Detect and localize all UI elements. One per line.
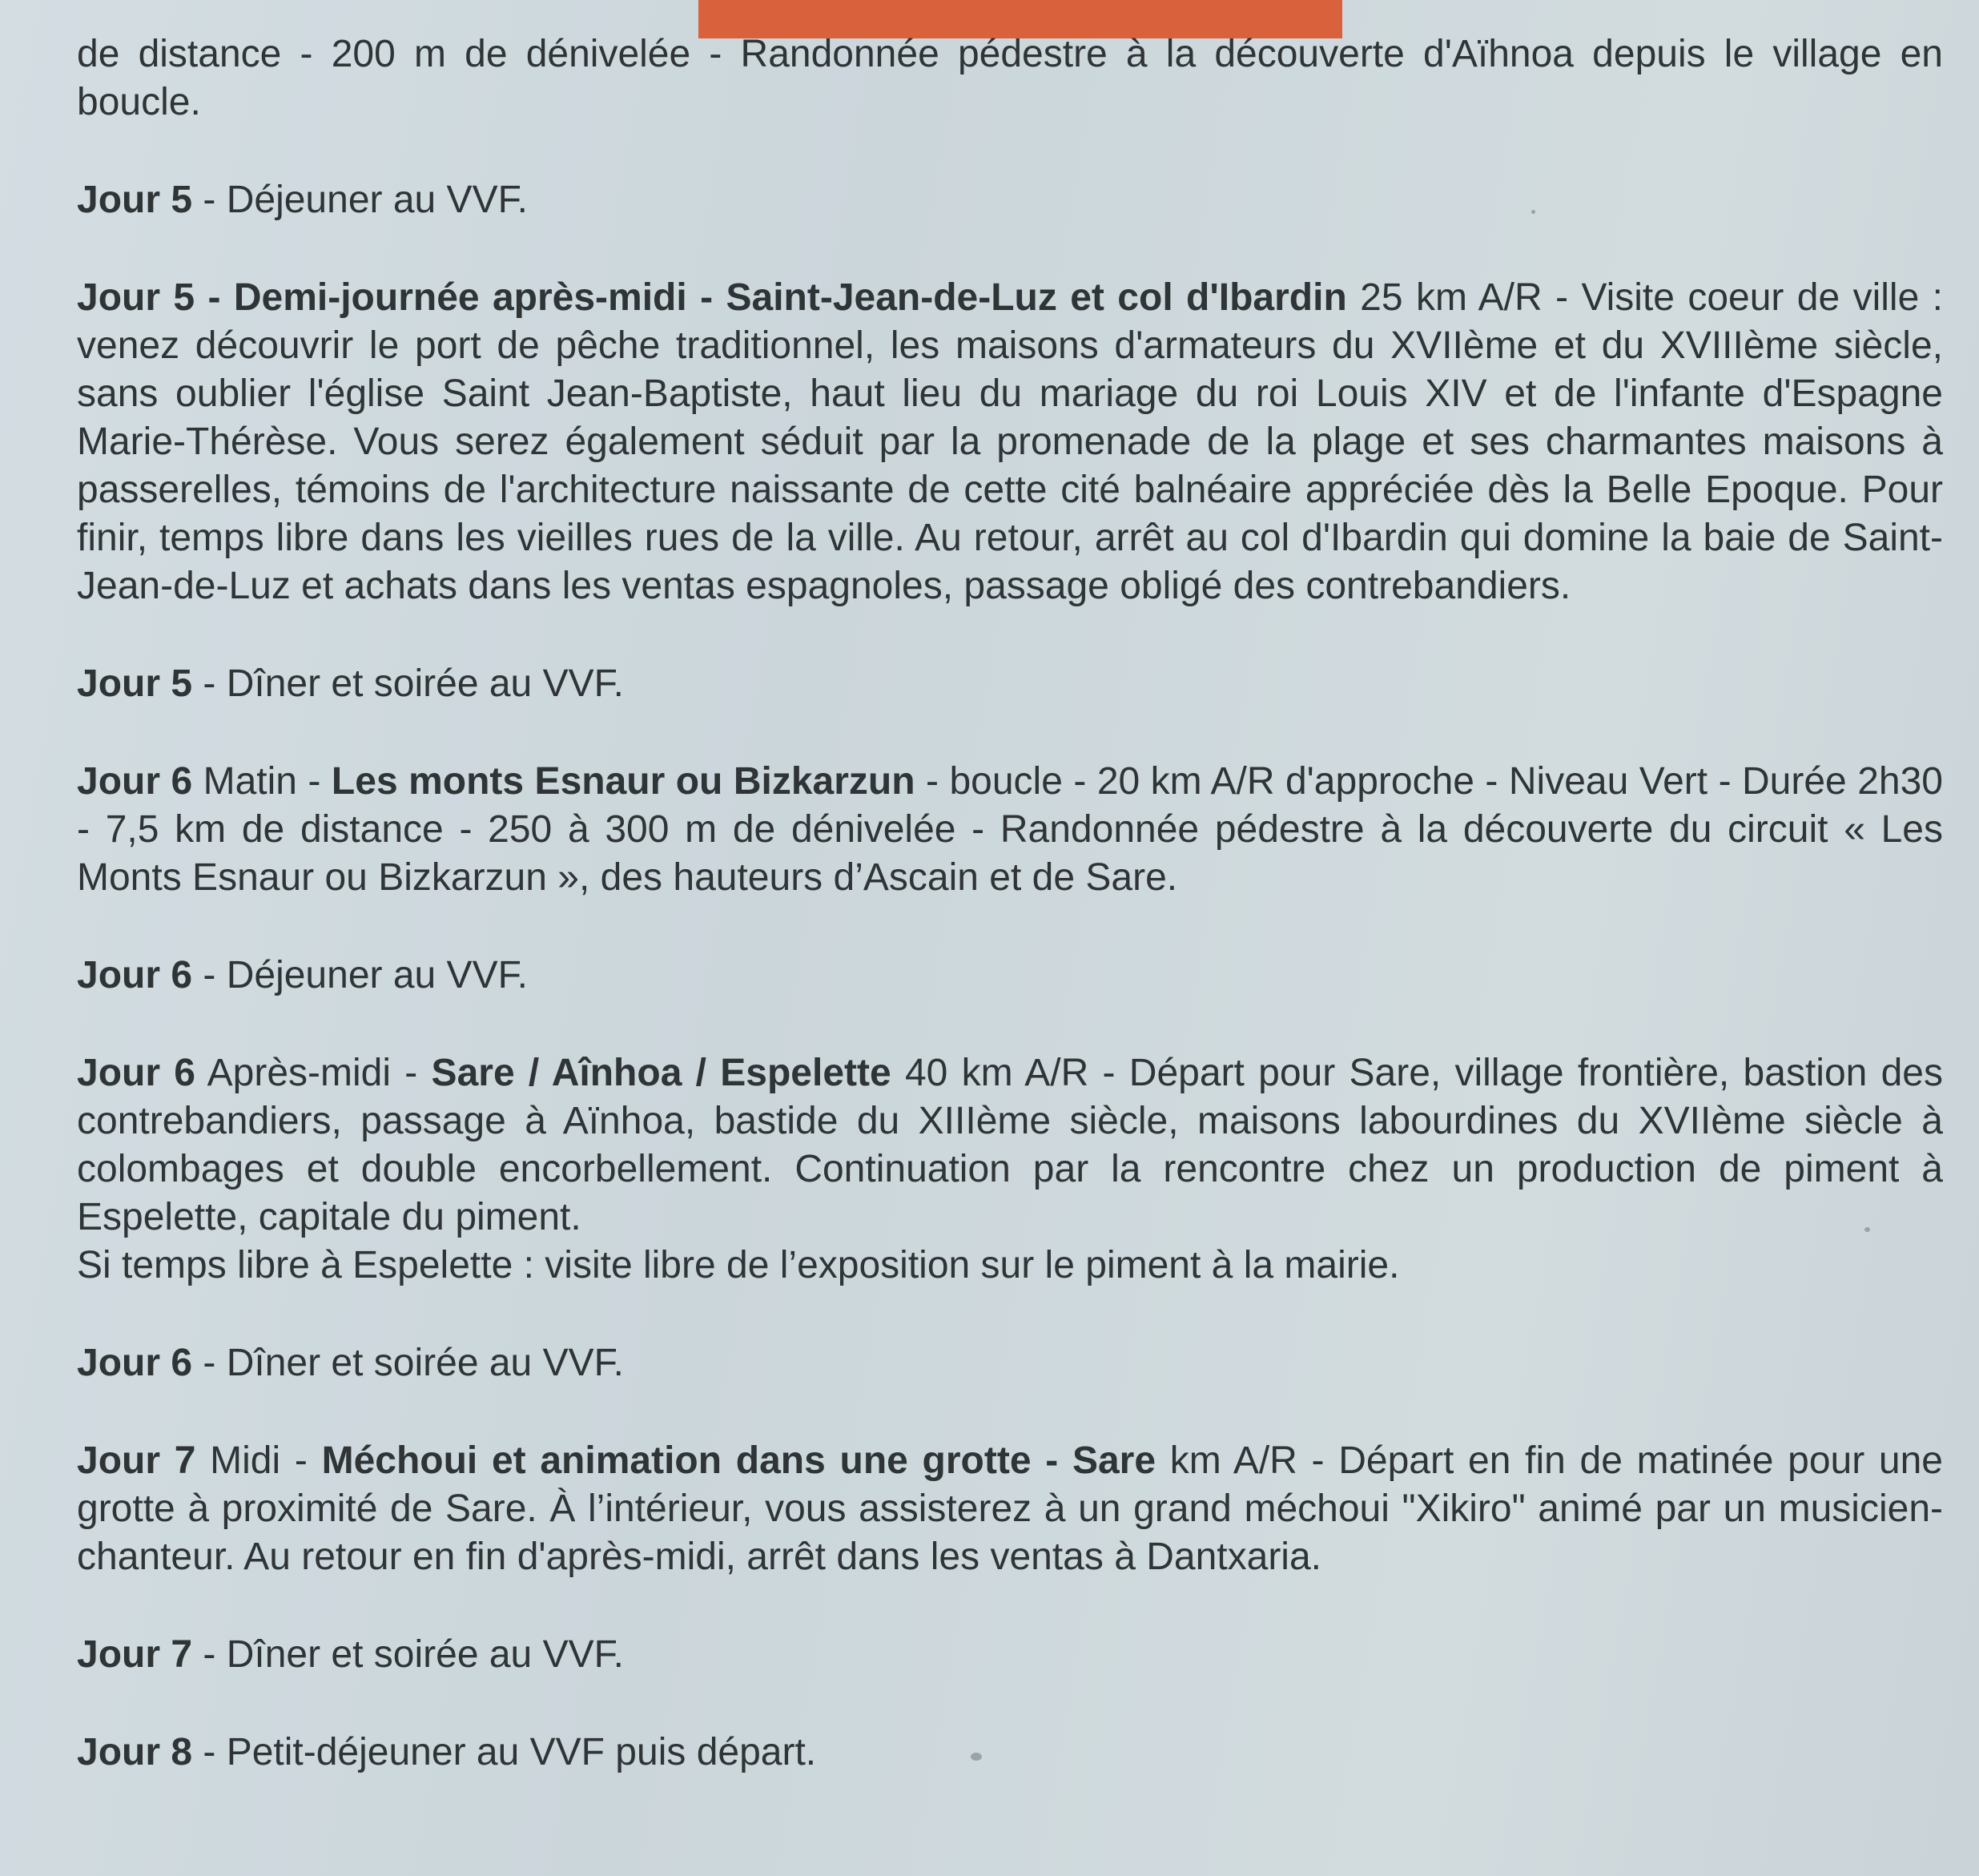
- day-label: Jour 6: [77, 1052, 195, 1094]
- paragraph-text: - boucle - 20 km A/R d'approche - Niveau Vert - Durée 2h30 - 7,5 km de distance - 250 à 300 m de dénivelée - Randonnée pédestre à la découverte du circuit « Les Monts Esnaur ou Bizkarzun », des hauteurs d’Ascain et de Sare.: [77, 760, 1943, 899]
- paragraph-text: Matin -: [192, 760, 332, 803]
- paragraph-intro-continuation: [77, 30, 1943, 127]
- paragraph-jour5-dejeuner: [77, 176, 1943, 224]
- paper-speck: [971, 1753, 982, 1761]
- paragraph-jour5-saint-jean-de-luz: [77, 274, 1943, 610]
- paragraph-text: Après-midi -: [195, 1052, 432, 1094]
- paragraph-text: - Dîner et soirée au VVF.: [192, 662, 624, 705]
- paragraph-extra-line: Si temps libre à Espelette : visite libre de l’exposition sur le piment à la mairie.: [77, 1244, 1400, 1286]
- activity-title: Les monts Esnaur ou Bizkarzun: [331, 760, 915, 803]
- paragraph-text: Midi -: [195, 1439, 322, 1482]
- day-label: Jour 7: [77, 1633, 193, 1676]
- day-label: Jour 6: [77, 760, 193, 803]
- paragraph-text: - Dîner et soirée au VVF.: [192, 1633, 624, 1676]
- paragraph-text: - Dîner et soirée au VVF.: [192, 1342, 624, 1384]
- itinerary-text: [77, 30, 1943, 1777]
- day-label: Jour 7: [77, 1439, 196, 1482]
- paragraph-text: de distance - 200 m de dénivelée - Randonnée pédestre à la découverte d'Aïhnoa depuis le village en boucle.: [77, 33, 1943, 123]
- paragraph-text: 25 km A/R - Visite coeur de ville : venez découvrir le port de pêche traditionnel, les maisons d'armateurs du XVIIème et du XVIIIème siècle, sans oublier l'église Saint Jean-Baptiste, haut lieu du mariage du roi Louis XIV et de l'infante d'Espagne Marie-Thérèse. Vous serez également séduit par la promenade de la plage et ses charmantes maisons à passerelles, témoins de l'architecture naissante de cette cité balnéaire appréciée dès la Belle Epoque. Pour finir, temps libre dans les vieilles rues de la ville. Au retour, arrêt au col d'Ibardin qui domine la baie de Saint-Jean-de-Luz et achats dans les ventas espagnoles, passage obligé des contrebandiers.: [77, 276, 1943, 607]
- paragraph-text: - Petit-déjeuner au VVF puis départ.: [192, 1731, 817, 1773]
- activity-title: Méchoui et animation dans une grotte - Sare: [321, 1439, 1156, 1482]
- paragraph-text: km A/R - Départ en fin de matinée pour une grotte à proximité de Sare. À l’intérieur, vous assisterez à un grand méchoui "Xikiro" animé par un musicien-chanteur. Au retour en fin d'après-midi, arrêt dans les ventas à Dantxaria.: [77, 1439, 1944, 1578]
- paragraph-jour7-diner: [77, 1631, 1943, 1679]
- paragraph-jour7-mechoui: [77, 1437, 1943, 1581]
- paragraph-jour6-monts-esnaur: [77, 758, 1943, 902]
- paragraph-text: - Déjeuner au VVF.: [192, 954, 528, 996]
- paper-speck: [1531, 210, 1535, 214]
- paper-speck: [1864, 1227, 1870, 1232]
- day-label: Jour 8: [77, 1731, 193, 1773]
- activity-title: Jour 5 - Demi-journée après-midi - Saint-Jean-de-Luz et col d'Ibardin: [77, 276, 1347, 319]
- paragraph-jour6-dejeuner: [77, 952, 1943, 1000]
- day-label: Jour 5: [77, 662, 193, 705]
- day-label: Jour 6: [77, 1342, 193, 1384]
- paragraph-jour6-diner: [77, 1339, 1943, 1387]
- paragraph-jour6-sare-ainhoa-espelette: [77, 1049, 1943, 1290]
- paragraph-text: - Déjeuner au VVF.: [192, 179, 528, 221]
- paragraph-jour5-diner: [77, 660, 1943, 708]
- activity-title: Sare / Aînhoa / Espelette: [431, 1052, 891, 1094]
- paragraph-jour8-depart: [77, 1729, 1943, 1777]
- day-label: Jour 5: [77, 179, 193, 221]
- paragraph-text: 40 km A/R - Départ pour Sare, village frontière, bastion des contrebandiers, passage à Aïnhoa, bastide du XIIIème siècle, maisons labourdines du XVIIème siècle à colombages et double encorbellement. Continuation par la rencontre chez un production de piment à Espelette, capitale du piment.: [77, 1052, 1943, 1238]
- day-label: Jour 6: [77, 954, 193, 996]
